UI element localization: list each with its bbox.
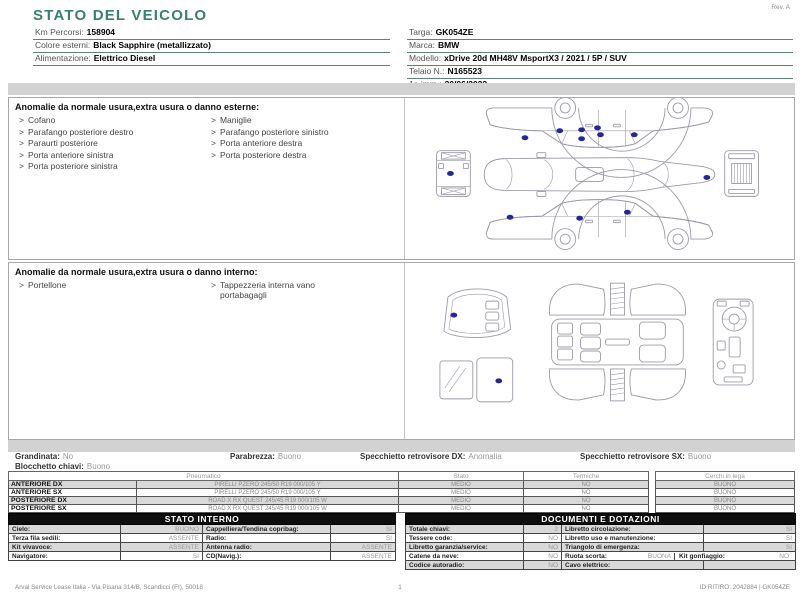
table-row: Catene da neve: NO Ruota scorta: BUONA Kit gonfiaggio: NO <box>406 552 796 561</box>
damage-marker <box>576 216 583 221</box>
table-row: BUONO <box>656 505 795 513</box>
stato-interno-table <box>8 513 395 561</box>
table-row: Codice autoradio: NO Cavo elettrico: <box>406 561 796 570</box>
anomaly-item: > Porta posteriore sinistra <box>19 161 118 171</box>
anomaly-item: > Paraurti posteriore <box>19 138 98 148</box>
table-row: Totale chiavi: 2 Libretto circolazione: SI <box>406 525 796 534</box>
exterior-anomalies-list-right <box>211 116 361 174</box>
separator-band <box>8 440 795 452</box>
ruota-kit-row: Ruota scorta: BUONA Kit gonfiaggio: NO <box>565 552 790 560</box>
anomaly-item: > Porta anteriore sinistra <box>19 149 114 160</box>
damage-marker <box>578 127 585 132</box>
table-row: Kit vivavoce: ASSENTE Antenna radio: ASSENTE <box>9 543 396 552</box>
exterior-anomalies-section <box>8 97 795 260</box>
damage-marker <box>507 215 514 220</box>
interior-anomalies-section <box>8 262 795 440</box>
table-row: BUONO <box>656 489 795 497</box>
info-row-modello: Modello: xDrive 20d MH48V MsportX3 / 2021 / 5P / SUV <box>407 53 793 66</box>
exterior-damage-diagram <box>405 98 794 259</box>
table-row: Libretto garanzia/service: NO Triangolo di emergenza: SI <box>406 543 796 552</box>
col-header-stato: Stato <box>399 472 524 481</box>
col-header-pneumatico: Pneumatico <box>9 472 399 481</box>
info-row-colore: Colore esterni: Black Sapphire (metallizzato) <box>33 40 390 53</box>
table-row: POSTERIORE SX ROAD X RX QUEST 245/45 R19 000/105 W MEDIO NO <box>9 505 649 513</box>
interior-anomalies-heading: Anomalie da normale usura,extra usura o danno interno: <box>15 267 258 277</box>
table-row: BUONO <box>656 481 795 489</box>
dashboard-view <box>713 299 753 385</box>
anomaly-item: > Porta anteriore destra <box>211 138 303 148</box>
anomaly-item: > Cofano <box>19 115 56 125</box>
interior-damage-diagram <box>405 263 794 439</box>
table-row: ANTERIORE DX PIRELLI PZERO 245/50 R19 000/105 Y MEDIO NO <box>9 481 649 489</box>
col-header-cerchi: Cerchi in lega <box>656 472 795 481</box>
vehicle-info-left <box>33 27 390 66</box>
damage-marker <box>594 125 601 130</box>
footer-ritiro-id: ID RITIRO: 2042884 | GK054ZE <box>699 584 790 591</box>
table-row: Navigatore: SI CD(Navig.): ASSENTE <box>9 552 396 561</box>
anomaly-item: > Parafango posteriore sinistro <box>211 126 329 137</box>
info-row-targa: Targa: GK054ZE <box>407 27 793 40</box>
car-side-view-top <box>486 98 713 177</box>
page-number: 1 <box>398 584 402 591</box>
condition-grandinata: Grandinata: No <box>15 452 74 461</box>
exterior-anomalies-heading: Anomalie da normale usura,extra usura o danno esterne: <box>15 102 260 112</box>
table-row: BUONO <box>656 497 795 505</box>
footer-company: Arval Service Lease Italia - Via Pisana 314/B, Scandicci (FI), 50018 <box>15 584 203 591</box>
table-row: ANTERIORE SX PIRELLI PZERO 245/50 R19 000/105 Y MEDIO NO <box>9 489 649 497</box>
damage-marker <box>631 132 638 137</box>
documenti-title: DOCUMENTI E DOTAZIONI <box>406 514 796 525</box>
anomaly-item: > Tappezzeria interna vano portabagagli <box>211 280 315 300</box>
anomaly-item: > Parafango posteriore destro <box>19 126 134 137</box>
condition-specchietto-dx: Specchietto retrovisore DX: Anomalia <box>360 452 502 461</box>
condition-specchietto-sx: Specchietto retrovisore SX: Buono <box>580 452 712 461</box>
stato-interno-title: STATO INTERNO <box>9 514 396 525</box>
exterior-damage-markers <box>447 125 710 220</box>
damage-marker <box>447 171 454 176</box>
interior-anomalies-list-right <box>211 281 361 302</box>
anomaly-item: > Maniglie <box>211 115 252 125</box>
damage-marker <box>703 175 710 180</box>
info-row-alimentazione: Alimentazione: Elettrico Diesel <box>33 53 390 66</box>
damage-marker <box>522 135 529 140</box>
interior-anomalies-list-left <box>19 281 211 302</box>
anomaly-item: > Portellone <box>19 280 67 290</box>
car-front-view <box>725 151 759 197</box>
info-row-telaio: Telaio N.: N165523 <box>407 66 793 79</box>
damage-marker <box>624 210 631 215</box>
table-row: Terza fila sedili: ASSENTE Radio: SI <box>9 534 396 543</box>
cabin-seats-view <box>549 283 685 401</box>
info-row-km: Km Percorsi: 158904 <box>33 27 390 40</box>
documenti-table <box>405 513 795 570</box>
condition-parabrezza: Parabrezza: Buono <box>230 452 302 461</box>
damage-marker <box>495 378 502 383</box>
table-row: Tessere code: NO Libretto uso e manutenzione: SI <box>406 534 796 543</box>
page-title: STATO DEL VEICOLO <box>33 7 208 24</box>
table-row: POSTERIORE DX ROAD X RX QUEST 245/45 R19 000/105 W MEDIO NO <box>9 497 649 505</box>
cerchi-table <box>655 471 795 513</box>
damage-marker <box>578 136 585 141</box>
tires-main-table <box>8 471 649 513</box>
separator-band <box>8 83 795 95</box>
table-row: Cielo: BUONO Cappelliera/Tendina copribag: SI <box>9 525 396 534</box>
info-row-marca: Marca: BMW <box>407 40 793 53</box>
damage-marker <box>556 128 563 133</box>
damage-marker <box>597 132 604 137</box>
damage-marker <box>450 313 457 318</box>
col-header-termiche: Termiche <box>524 472 649 481</box>
tires-table <box>8 471 795 513</box>
exterior-anomalies-list-left <box>19 116 211 174</box>
condition-blocchetto: Blocchetto chiavi: Buono <box>15 462 111 471</box>
revision-label: Rev. A <box>771 4 790 11</box>
anomaly-item: > Porta posteriore destra <box>211 149 307 160</box>
